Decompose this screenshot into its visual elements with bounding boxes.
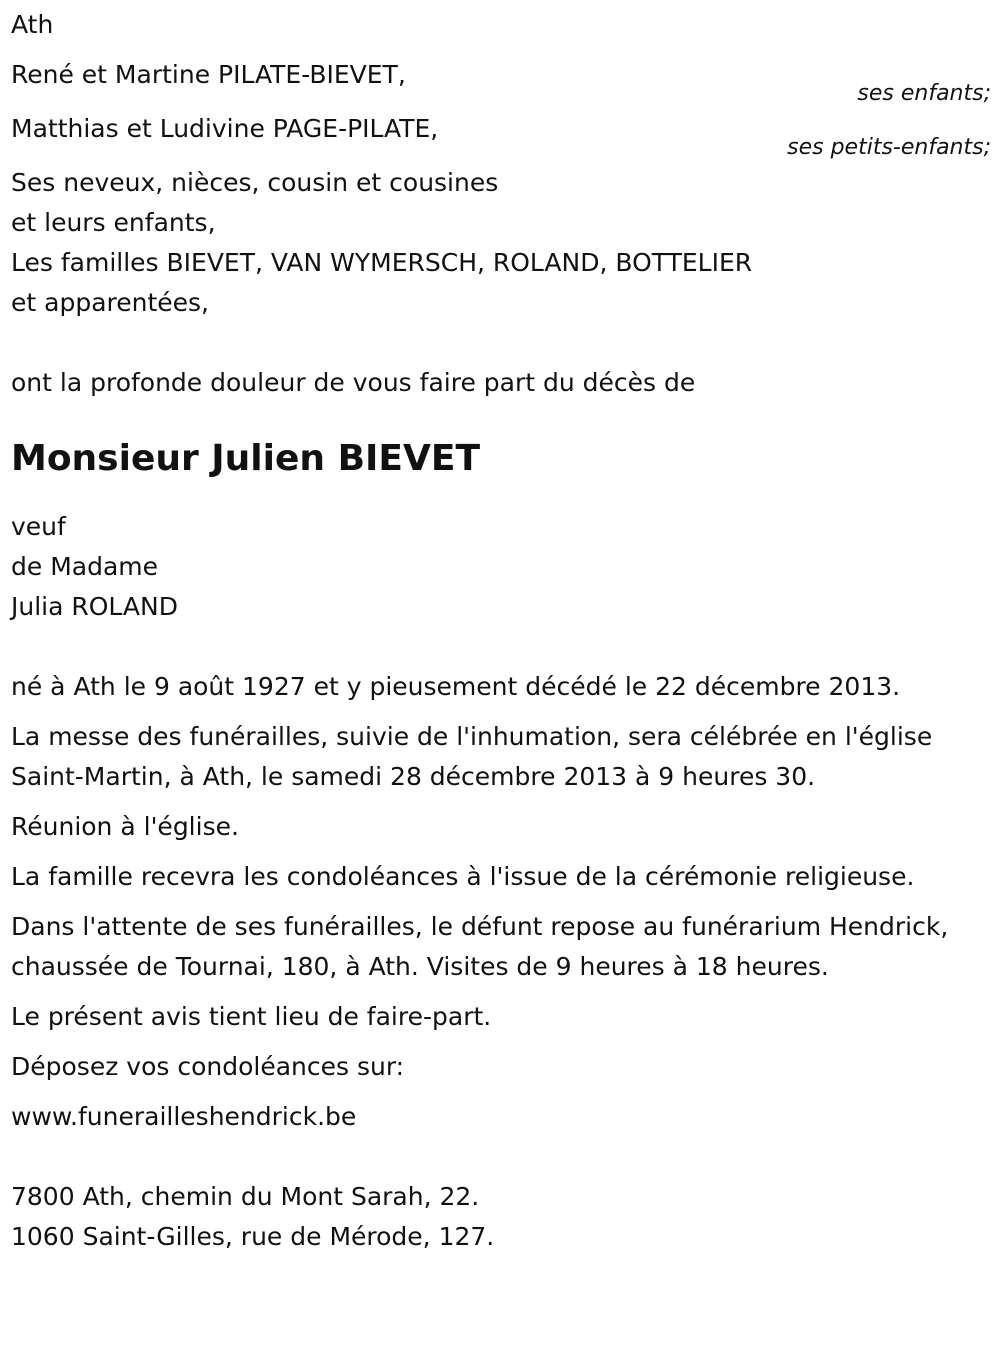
meeting-details: Réunion à l'église. (11, 812, 239, 841)
spouse-line: de Madame (11, 552, 159, 581)
address-line: 7800 Ath, chemin du Mont Sarah, 22. (11, 1182, 480, 1211)
birth-death-details: né à Ath le 9 août 1927 et y pieusement décédé le 22 décembre 2013. (11, 672, 901, 701)
spouse-line: veuf (11, 512, 66, 541)
funeral-mass-details: La messe des funérailles, suivie de l'inhumation, sera célébrée en l'église Saint-Martin, à Ath, le samedi 28 décembre 2013 à 9 heures 30. (11, 722, 933, 791)
children-names: René et Martine PILATE-BIEVET, (11, 60, 406, 89)
announcement-text: ont la profonde douleur de vous faire part du décès de (11, 368, 696, 397)
grandchildren-names: Matthias et Ludivine PAGE-PILATE, (11, 114, 439, 143)
relatives-line: et leurs enfants, (11, 208, 216, 237)
condolences-prompt: Déposez vos condoléances sur: (11, 1052, 405, 1081)
obituary-notice (11, 5, 991, 1257)
city-heading: Ath (11, 10, 54, 39)
funerarium-details: Dans l'attente de ses funérailles, le défunt repose au funérarium Hendrick, chaussée de Tournai, 180, à Ath. Visites de 9 heures à 18 heures. (11, 912, 949, 981)
relatives-line: Les familles BIEVET, VAN WYMERSCH, ROLAND, BOTTELIER (11, 248, 753, 277)
notice-statement: Le présent avis tient lieu de faire-part. (11, 1002, 492, 1031)
condolences-website: www.funerailleshendrick.be (11, 1102, 357, 1131)
address-line: 1060 Saint-Gilles, rue de Mérode, 127. (11, 1222, 495, 1251)
children-role: ses enfants; (857, 81, 991, 106)
deceased-name: Monsieur Julien BIEVET (11, 438, 481, 479)
grandchildren-role: ses petits-enfants; (787, 135, 991, 160)
spouse-line: Julia ROLAND (11, 592, 178, 621)
relatives-line: Ses neveux, nièces, cousin et cousines (11, 168, 499, 197)
relatives-line: et apparentées, (11, 288, 209, 317)
condolences-details: La famille recevra les condoléances à l'issue de la cérémonie religieuse. (11, 862, 915, 891)
